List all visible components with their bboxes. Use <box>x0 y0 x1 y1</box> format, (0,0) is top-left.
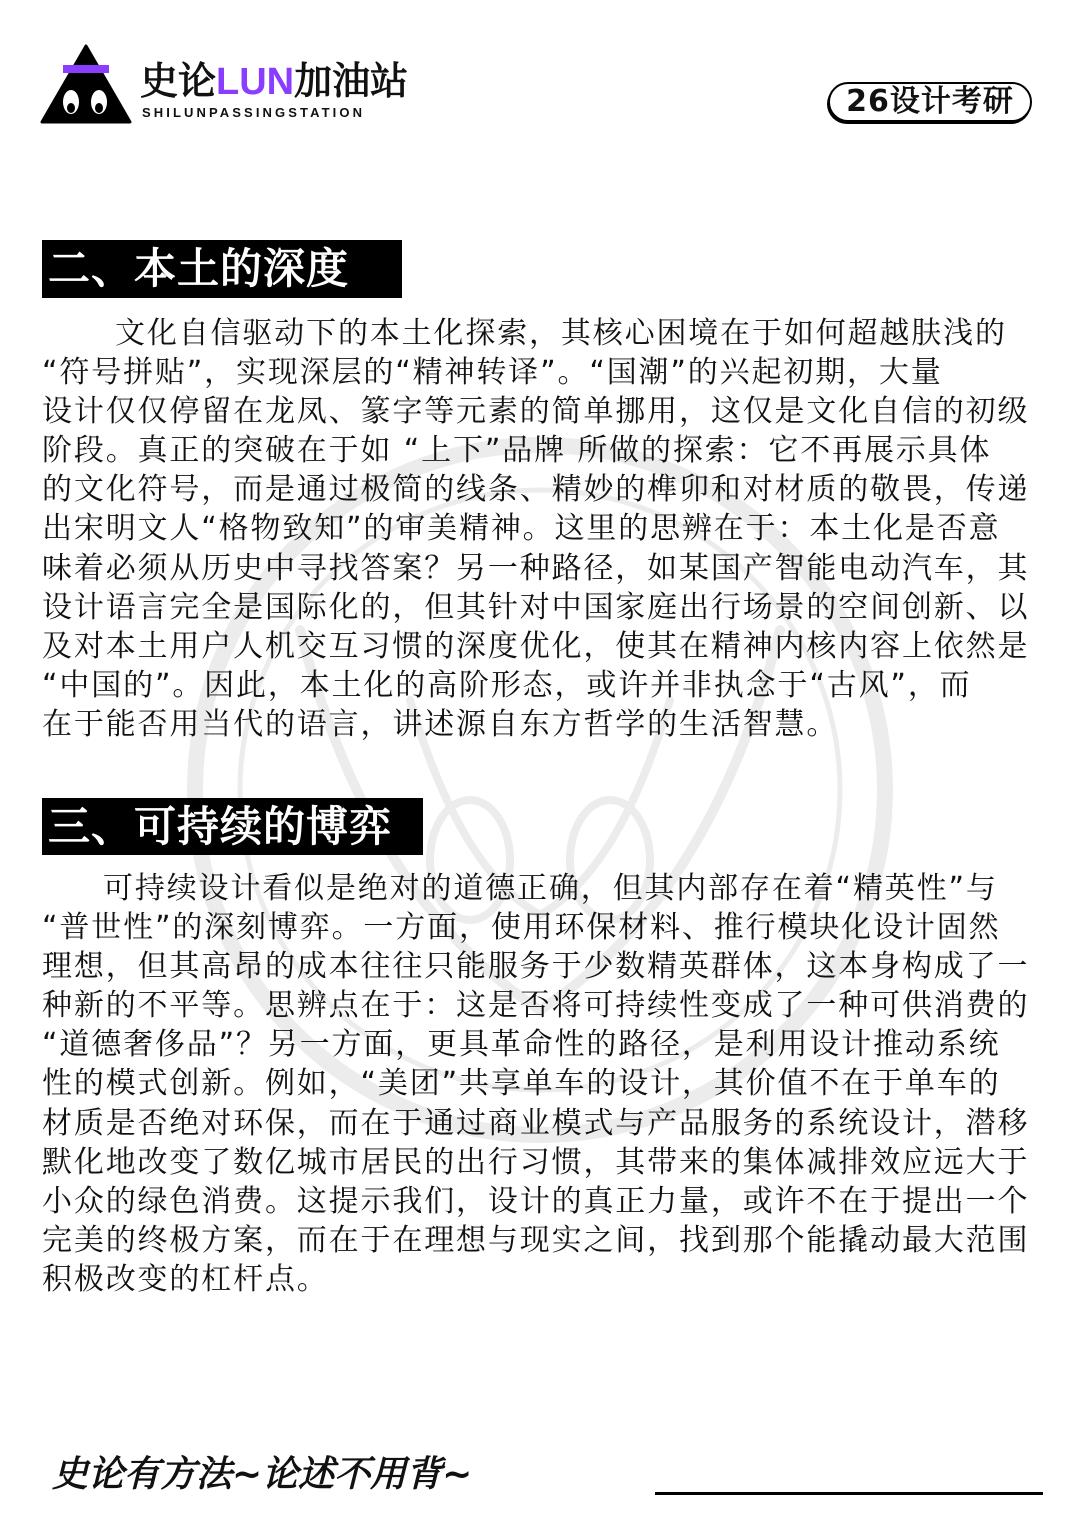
brand-name-accent: LUN <box>216 61 295 103</box>
text-line: 完美的终极方案，而在于在理想与现实之间，找到那个能撬动最大范围 <box>42 1222 1030 1258</box>
text-line: 小众的绿色消费。这提示我们，设计的真正力量，或许不在于提出一个 <box>42 1183 1030 1219</box>
text-line: 及对本土用户人机交互习惯的深度优化，使其在精神内核内容上依然是 <box>42 628 1030 664</box>
text-line: 的文化符号，而是通过极简的线条、精妙的榫卯和对材质的敬畏，传递 <box>42 472 1030 508</box>
text-line: 材质是否绝对环保，而在于通过商业模式与产品服务的系统设计，潜移 <box>42 1105 1030 1141</box>
brand-name-suffix: 加油站 <box>294 59 409 103</box>
text-line: “普世性”的深刻博弈。一方面，使用环保材料、推行模块化设计固然 <box>42 910 1001 946</box>
text-line: 种新的不平等。思辨点在于：这是否将可持续性变成了一种可供消费的 <box>42 988 1030 1024</box>
text-line: 文化自信驱动下的本土化探索，其核心困境在于如何超越肤浅的 <box>115 316 1007 351</box>
footer-divider <box>655 1492 1043 1495</box>
text-line: 默化地改变了数亿城市居民的出行习惯，其带来的集体减排效应远大于 <box>42 1144 1030 1180</box>
section-body-sustainability <box>42 869 1034 1299</box>
text-line: 性的模式创新。例如，“美团”共享单车的设计，其价值不在于单车的 <box>42 1066 1001 1102</box>
text-line: 设计语言完全是国际化的，但其针对中国家庭出行场景的空间创新、以 <box>42 589 1030 625</box>
brand-subtitle: SHILUNPASSINGSTATION <box>142 105 366 120</box>
ghost-triangle-logo-icon <box>40 42 134 126</box>
text-line: 可持续设计看似是绝对的道德正确，但其内部存在着“精英性”与 <box>103 871 998 906</box>
footer-slogan: 史论有方法~论述不用背~ <box>52 1454 473 1495</box>
brand-name-prefix: 史论 <box>140 59 217 103</box>
text-line: 设计仅仅停留在龙凤、篆字等元素的简单挪用，这仅是文化自信的初级 <box>42 394 1030 430</box>
text-line: “中国的”。因此，本土化的高阶形态，或许并非执念于“古风”，而 <box>42 667 972 703</box>
text-line: 阶段。真正的突破在于如 “上下”品牌 所做的探索：它不再展示具体 <box>42 433 992 469</box>
section-heading-sustainability: 三、可持续的博弈 <box>42 798 423 855</box>
exam-tag-badge: 26设计考研 <box>828 82 1032 122</box>
section-body-localization <box>42 314 1034 744</box>
brand-name <box>140 58 408 105</box>
text-line: 在于能否用当代的语言，讲述源自东方哲学的生活智慧。 <box>42 706 839 742</box>
text-line: 积极改变的杠杆点。 <box>42 1261 329 1297</box>
section-heading-localization: 二、本土的深度 <box>42 240 402 298</box>
text-line: “符号拼贴”，实现深层的“精神转译”。“国潮”的兴起初期，大量 <box>42 355 943 391</box>
text-line: “道德奢侈品”？另一方面，更具革命性的路径，是利用设计推动系统 <box>42 1027 1001 1063</box>
text-line: 理想，但其高昂的成本往往只能服务于少数精英群体，这本身构成了一 <box>42 949 1030 985</box>
text-line: 味着必须从历史中寻找答案？另一种路径，如某国产智能电动汽车，其 <box>42 550 1030 586</box>
text-line: 出宋明文人“格物致知”的审美精神。这里的思辨在于：本土化是否意 <box>42 511 1001 547</box>
